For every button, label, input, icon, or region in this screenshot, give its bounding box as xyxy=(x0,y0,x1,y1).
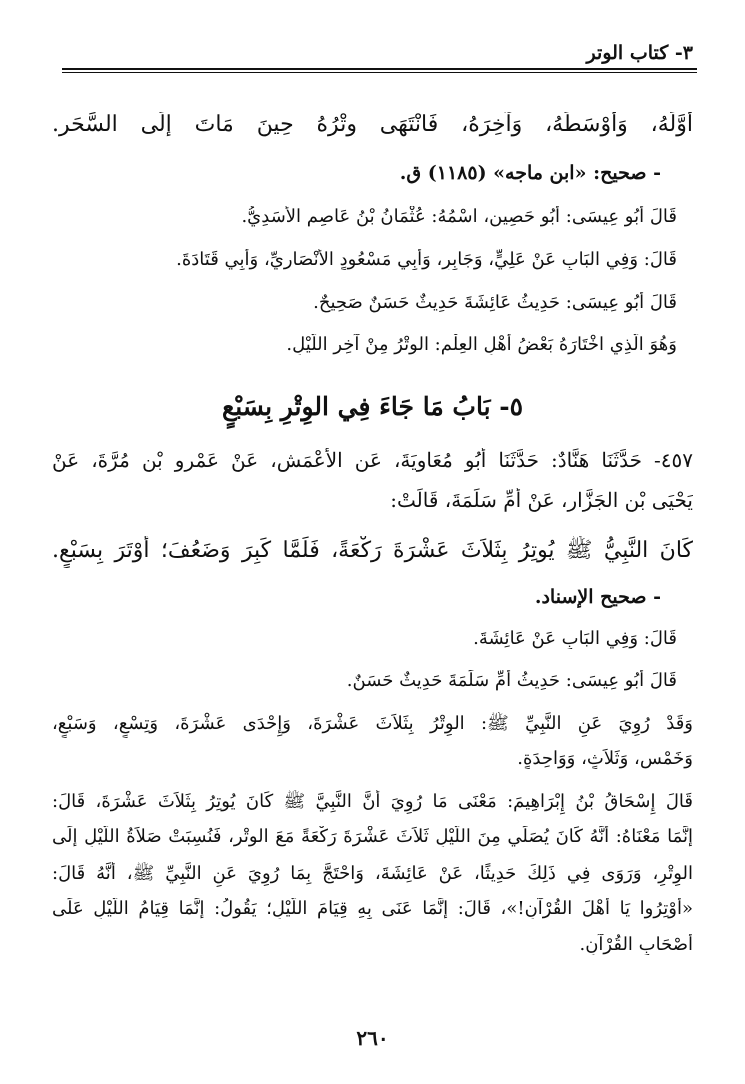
text-line-13: وَقَدْ رُوِيَ عَنِ النَّبِيِّ ﷺ: الوِتْرُ بِثَلاَثَ عَشْرَةَ، وَإِحْدَى عَشْرَةَ، وَتِسْعٍ، وَسَبْعٍ، xyxy=(52,713,693,734)
header-rule-thin xyxy=(62,72,697,73)
grading-line-2: - صحيح الإسناد. xyxy=(534,586,661,608)
text-line-1: أَوَّلَهُ، وَأَوْسَطَهُ، وَآخِرَهُ، فَانْتَهَى وِتْرُهُ حِينَ مَاتَ إِلَى السَّحَرِ. xyxy=(52,112,693,137)
text-line-6: وَهُوَ الَّذِي اخْتَارَهُ بَعْضُ أَهْلِ العِلْمِ: الوِتْرُ مِنْ آخِرِ اللَّيْلِ. xyxy=(286,334,677,355)
text-line-8: يَحْيَى بْنِ الجَزَّارِ، عَنْ أُمِّ سَلَمَةَ، قَالَتْ: xyxy=(390,488,693,512)
text-line-7: ٤٥٧- حَدَّثَنَا هَنَّادٌ: حَدَّثَنَا أَبُو مُعَاوِيَةَ، عَنِ الأَعْمَشِ، عَنْ عَمْرِو بْنِ مُرَّةَ، عَنْ xyxy=(52,448,693,472)
hadith-text-line: كَانَ النَّبِيُّ ﷺ يُوتِرُ بِثَلاَثَ عَشْرَةَ رَكْعَةً، فَلَمَّا كَبِرَ وَضَعُفَ؛ أَوْتَرَ بِسَبْعٍ. xyxy=(52,538,693,563)
chapter-heading: ٥- بَابُ مَا جَاءَ فِي الوِتْرِ بِسَبْعٍ xyxy=(221,392,524,421)
header-rule xyxy=(62,68,697,70)
text-line-14: وَخَمْسٍ، وَثَلاَثٍ، وَوَاحِدَةٍ. xyxy=(517,748,693,769)
grading-line-1: - صحيح: «ابن ماجه» (١١٨٥) ق. xyxy=(399,162,661,184)
text-line-16: إِنَّمَا مَعْنَاهُ: أَنَّهُ كَانَ يُصَلِّي مِنَ اللَّيْلِ ثَلاَثَ عَشْرَةَ رَكْعَةً مَعَ الوِتْرِ، فَنُسِبَتْ صَلاَةُ اللَّيْلِ إِلَى xyxy=(52,826,693,847)
text-line-15: قَالَ إِسْحَاقُ بْنُ إِبْرَاهِيمَ: مَعْنَى مَا رُوِيَ أَنَّ النَّبِيَّ ﷺ كَانَ يُوتِرُ بِثَلاَثَ عَشْرَةَ، قَالَ: xyxy=(52,791,693,812)
running-header-title: ٣- كتاب الوتر xyxy=(586,42,693,64)
text-line-17: الوِتْرِ، وَرَوَى فِي ذَلِكَ حَدِيثًا، عَنْ عَائِشَةَ، وَاحْتَجَّ بِمَا رُوِيَ عَنِ النَّبِيِّ ﷺ، أَنَّهُ قَالَ: xyxy=(52,863,693,884)
text-line-11: قَالَ: وَفِي البَابِ عَنْ عَائِشَةَ. xyxy=(473,628,677,649)
page-number: ٢٦٠ xyxy=(356,1026,389,1050)
text-line-3: قَالَ أَبُو عِيسَى: أَبُو حَصِينٍ، اسْمُهُ: عُثْمَانُ بْنُ عَاصِمٍ الأَسَدِيُّ. xyxy=(241,206,677,227)
text-line-5: قَالَ أَبُو عِيسَى: حَدِيثُ عَائِشَةَ حَدِيثٌ حَسَنٌ صَحِيحٌ. xyxy=(313,292,677,313)
text-line-19: أَصْحَابِ القُرْآنِ. xyxy=(579,934,693,955)
text-line-18: «أَوْتِرُوا يَا أَهْلَ القُرْآنِ!»، قَالَ: إِنَّمَا عَنَى بِهِ قِيَامَ اللَّيْلِ؛ يَقُولُ: إِنَّمَا قِيَامُ اللَّيْلِ عَلَى xyxy=(52,898,693,919)
text-line-12: قَالَ أَبُو عِيسَى: حَدِيثُ أُمِّ سَلَمَةَ حَدِيثٌ حَسَنٌ. xyxy=(346,670,677,691)
text-line-4: قَالَ: وَفِي البَابِ عَنْ عَلِيٍّ، وَجَابِرٍ، وَأَبِي مَسْعُودٍ الأَنْصَارِيِّ، وَأَبِي قَتَادَةَ. xyxy=(176,249,677,270)
